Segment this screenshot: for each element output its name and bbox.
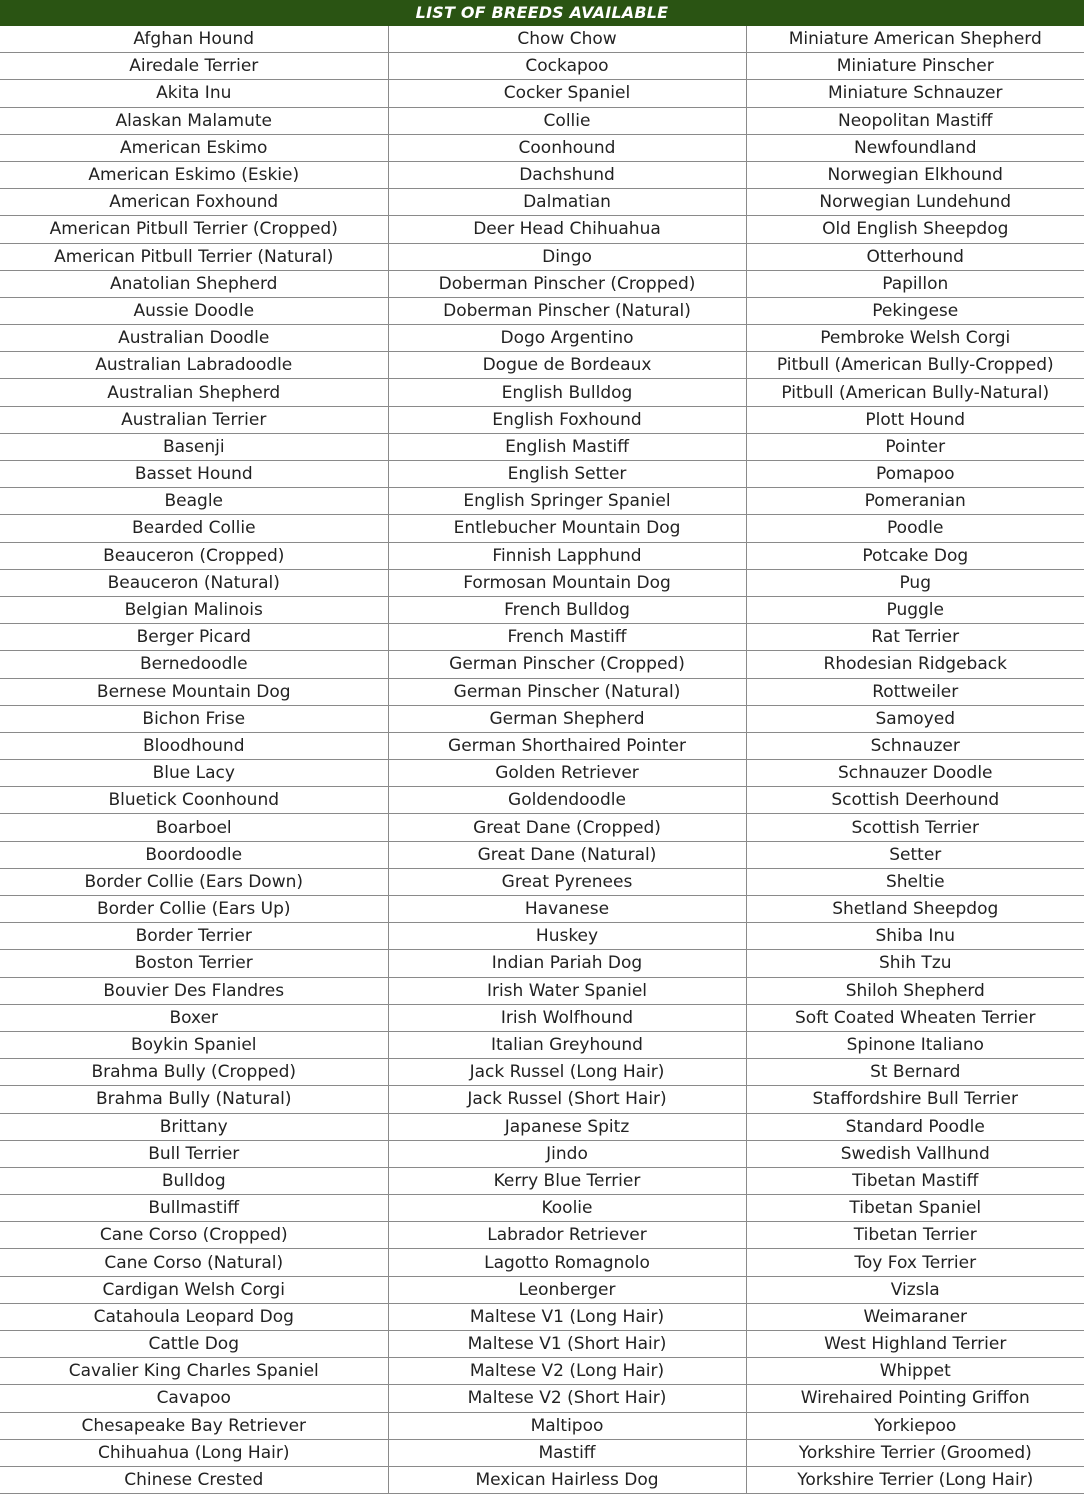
- breed-cell: Rottweiler: [746, 678, 1084, 705]
- breed-cell: Brittany: [0, 1113, 388, 1140]
- breed-cell: English Foxhound: [388, 406, 746, 433]
- breed-cell: Norwegian Elkhound: [746, 161, 1084, 188]
- breed-cell: Mastiff: [388, 1439, 746, 1466]
- breed-cell: Maltese V2 (Long Hair): [388, 1358, 746, 1385]
- breed-cell: Cavalier King Charles Spaniel: [0, 1358, 388, 1385]
- table-row: [0, 569, 1084, 596]
- breed-cell: Norwegian Lundehund: [746, 189, 1084, 216]
- table-row: [0, 841, 1084, 868]
- breed-cell: Old English Sheepdog: [746, 216, 1084, 243]
- breed-cell: Jack Russel (Long Hair): [388, 1059, 746, 1086]
- breed-cell: Staffordshire Bull Terrier: [746, 1086, 1084, 1113]
- breed-cell: Swedish Vallhund: [746, 1140, 1084, 1167]
- page-title: LIST OF BREEDS AVAILABLE: [0, 0, 1084, 26]
- breed-cell: Chesapeake Bay Retriever: [0, 1412, 388, 1439]
- breed-cell: Spinone Italiano: [746, 1031, 1084, 1058]
- table-row: [0, 705, 1084, 732]
- breed-cell: Beauceron (Natural): [0, 569, 388, 596]
- breed-cell: Maltese V1 (Long Hair): [388, 1303, 746, 1330]
- table-row: [0, 787, 1084, 814]
- breed-cell: Mexican Hairless Dog: [388, 1466, 746, 1493]
- breed-cell: Afghan Hound: [0, 26, 388, 53]
- breed-cell: German Shepherd: [388, 705, 746, 732]
- breed-cell: Coonhound: [388, 134, 746, 161]
- breed-cell: Bearded Collie: [0, 515, 388, 542]
- breed-cell: Cane Corso (Natural): [0, 1249, 388, 1276]
- table-row: [0, 107, 1084, 134]
- breed-cell: Bull Terrier: [0, 1140, 388, 1167]
- breed-cell: American Eskimo (Eskie): [0, 161, 388, 188]
- breed-cell: Pitbull (American Bully-Cropped): [746, 352, 1084, 379]
- breed-cell: Anatolian Shepherd: [0, 270, 388, 297]
- breed-cell: Blue Lacy: [0, 760, 388, 787]
- table-row: [0, 732, 1084, 759]
- breed-cell: French Mastiff: [388, 624, 746, 651]
- breed-cell: Pembroke Welsh Corgi: [746, 325, 1084, 352]
- breed-cell: Australian Shepherd: [0, 379, 388, 406]
- breed-cell: Dingo: [388, 243, 746, 270]
- breed-cell: Tibetan Mastiff: [746, 1167, 1084, 1194]
- breed-cell: Australian Labradoodle: [0, 352, 388, 379]
- breed-cell: Maltese V1 (Short Hair): [388, 1331, 746, 1358]
- breed-cell: Toy Fox Terrier: [746, 1249, 1084, 1276]
- table-row: [0, 297, 1084, 324]
- table-row: [0, 1031, 1084, 1058]
- breed-cell: Miniature American Shepherd: [746, 26, 1084, 53]
- table-row: [0, 134, 1084, 161]
- breed-cell: Huskey: [388, 923, 746, 950]
- breed-cell: Wirehaired Pointing Griffon: [746, 1385, 1084, 1412]
- breed-cell: Boarboel: [0, 814, 388, 841]
- breed-cell: Miniature Schnauzer: [746, 80, 1084, 107]
- table-row: [0, 1004, 1084, 1031]
- breed-cell: Pomeranian: [746, 488, 1084, 515]
- breed-cell: Bernedoodle: [0, 651, 388, 678]
- breed-cell: Brahma Bully (Natural): [0, 1086, 388, 1113]
- breed-cell: Cavapoo: [0, 1385, 388, 1412]
- breed-cell: English Springer Spaniel: [388, 488, 746, 515]
- breed-cell: Vizsla: [746, 1276, 1084, 1303]
- breed-cell: Whippet: [746, 1358, 1084, 1385]
- table-row: [0, 216, 1084, 243]
- table-row: [0, 1140, 1084, 1167]
- breed-cell: Otterhound: [746, 243, 1084, 270]
- breed-cell: Rhodesian Ridgeback: [746, 651, 1084, 678]
- breeds-table: [0, 26, 1084, 1494]
- breed-cell: Beagle: [0, 488, 388, 515]
- breed-cell: Irish Wolfhound: [388, 1004, 746, 1031]
- breed-cell: Shiba Inu: [746, 923, 1084, 950]
- table-row: [0, 488, 1084, 515]
- breed-cell: Basenji: [0, 433, 388, 460]
- breed-cell: Jack Russel (Short Hair): [388, 1086, 746, 1113]
- breeds-table-body: [0, 26, 1084, 1494]
- table-row: [0, 1303, 1084, 1330]
- breed-cell: English Bulldog: [388, 379, 746, 406]
- breed-cell: Akita Inu: [0, 80, 388, 107]
- breed-cell: Australian Terrier: [0, 406, 388, 433]
- breed-cell: German Pinscher (Cropped): [388, 651, 746, 678]
- breed-cell: Newfoundland: [746, 134, 1084, 161]
- breed-cell: Alaskan Malamute: [0, 107, 388, 134]
- table-row: [0, 1167, 1084, 1194]
- breed-cell: Neopolitan Mastiff: [746, 107, 1084, 134]
- breed-cell: Miniature Pinscher: [746, 53, 1084, 80]
- breed-cell: Plott Hound: [746, 406, 1084, 433]
- breed-cell: Papillon: [746, 270, 1084, 297]
- breed-cell: Standard Poodle: [746, 1113, 1084, 1140]
- breed-cell: Airedale Terrier: [0, 53, 388, 80]
- table-row: [0, 950, 1084, 977]
- breed-cell: Potcake Dog: [746, 542, 1084, 569]
- breed-cell: Irish Water Spaniel: [388, 977, 746, 1004]
- breed-cell: Finnish Lapphund: [388, 542, 746, 569]
- table-row: [0, 1466, 1084, 1493]
- breed-cell: Doberman Pinscher (Cropped): [388, 270, 746, 297]
- breed-cell: American Eskimo: [0, 134, 388, 161]
- breed-cell: American Foxhound: [0, 189, 388, 216]
- breed-cell: Yorkshire Terrier (Long Hair): [746, 1466, 1084, 1493]
- breed-cell: Great Pyrenees: [388, 868, 746, 895]
- breed-cell: Bullmastiff: [0, 1195, 388, 1222]
- breed-cell: Kerry Blue Terrier: [388, 1167, 746, 1194]
- table-row: [0, 1222, 1084, 1249]
- breed-cell: Shiloh Shepherd: [746, 977, 1084, 1004]
- breed-cell: West Highland Terrier: [746, 1331, 1084, 1358]
- table-row: [0, 270, 1084, 297]
- breed-cell: Berger Picard: [0, 624, 388, 651]
- breed-cell: Border Collie (Ears Up): [0, 896, 388, 923]
- breed-cell: Chow Chow: [388, 26, 746, 53]
- table-row: [0, 80, 1084, 107]
- breed-cell: Rat Terrier: [746, 624, 1084, 651]
- table-row: [0, 406, 1084, 433]
- breed-cell: Koolie: [388, 1195, 746, 1222]
- table-row: [0, 1439, 1084, 1466]
- breed-cell: Samoyed: [746, 705, 1084, 732]
- breed-cell: Tibetan Terrier: [746, 1222, 1084, 1249]
- breed-cell: Jindo: [388, 1140, 746, 1167]
- breed-cell: Yorkshire Terrier (Groomed): [746, 1439, 1084, 1466]
- breed-cell: St Bernard: [746, 1059, 1084, 1086]
- table-row: [0, 379, 1084, 406]
- breed-cell: Havanese: [388, 896, 746, 923]
- table-row: [0, 923, 1084, 950]
- table-row: [0, 1195, 1084, 1222]
- breed-cell: Great Dane (Natural): [388, 841, 746, 868]
- breed-cell: Boston Terrier: [0, 950, 388, 977]
- breed-cell: Indian Pariah Dog: [388, 950, 746, 977]
- breed-cell: Cardigan Welsh Corgi: [0, 1276, 388, 1303]
- table-row: [0, 1385, 1084, 1412]
- breed-cell: English Setter: [388, 461, 746, 488]
- breed-cell: Dalmatian: [388, 189, 746, 216]
- breed-cell: Weimaraner: [746, 1303, 1084, 1330]
- breed-cell: Cane Corso (Cropped): [0, 1222, 388, 1249]
- breed-cell: Pomapoo: [746, 461, 1084, 488]
- table-row: [0, 53, 1084, 80]
- breed-cell: Bulldog: [0, 1167, 388, 1194]
- breed-cell: Shih Tzu: [746, 950, 1084, 977]
- table-row: [0, 624, 1084, 651]
- breed-cell: Belgian Malinois: [0, 596, 388, 623]
- table-row: [0, 515, 1084, 542]
- table-row: [0, 161, 1084, 188]
- breed-cell: Pitbull (American Bully-Natural): [746, 379, 1084, 406]
- breed-cell: Italian Greyhound: [388, 1031, 746, 1058]
- breed-cell: Bluetick Coonhound: [0, 787, 388, 814]
- breed-cell: Scottish Terrier: [746, 814, 1084, 841]
- breed-cell: Boykin Spaniel: [0, 1031, 388, 1058]
- breed-cell: Schnauzer: [746, 732, 1084, 759]
- breed-cell: American Pitbull Terrier (Natural): [0, 243, 388, 270]
- breed-cell: Scottish Deerhound: [746, 787, 1084, 814]
- table-row: [0, 1086, 1084, 1113]
- breed-cell: Deer Head Chihuahua: [388, 216, 746, 243]
- breed-cell: Pekingese: [746, 297, 1084, 324]
- breed-cell: Bichon Frise: [0, 705, 388, 732]
- table-row: [0, 896, 1084, 923]
- breed-cell: Labrador Retriever: [388, 1222, 746, 1249]
- breed-cell: English Mastiff: [388, 433, 746, 460]
- breed-cell: Beauceron (Cropped): [0, 542, 388, 569]
- table-row: [0, 596, 1084, 623]
- breed-cell: Chinese Crested: [0, 1466, 388, 1493]
- table-row: [0, 678, 1084, 705]
- table-row: [0, 189, 1084, 216]
- table-row: [0, 1276, 1084, 1303]
- breed-cell: Goldendoodle: [388, 787, 746, 814]
- breed-cell: Formosan Mountain Dog: [388, 569, 746, 596]
- breed-cell: Cockapoo: [388, 53, 746, 80]
- table-row: [0, 243, 1084, 270]
- table-row: [0, 1249, 1084, 1276]
- breed-cell: Maltipoo: [388, 1412, 746, 1439]
- table-row: [0, 325, 1084, 352]
- breed-cell: Maltese V2 (Short Hair): [388, 1385, 746, 1412]
- table-row: [0, 977, 1084, 1004]
- breed-cell: Tibetan Spaniel: [746, 1195, 1084, 1222]
- table-row: [0, 814, 1084, 841]
- breed-cell: Border Terrier: [0, 923, 388, 950]
- table-row: [0, 760, 1084, 787]
- breed-cell: Cocker Spaniel: [388, 80, 746, 107]
- breed-cell: Golden Retriever: [388, 760, 746, 787]
- table-row: [0, 1412, 1084, 1439]
- breed-cell: Leonberger: [388, 1276, 746, 1303]
- table-row: [0, 433, 1084, 460]
- breed-cell: Chihuahua (Long Hair): [0, 1439, 388, 1466]
- breed-cell: Dachshund: [388, 161, 746, 188]
- breed-cell: Shetland Sheepdog: [746, 896, 1084, 923]
- breed-cell: Entlebucher Mountain Dog: [388, 515, 746, 542]
- table-row: [0, 26, 1084, 53]
- breed-cell: Australian Doodle: [0, 325, 388, 352]
- table-row: [0, 1059, 1084, 1086]
- breed-cell: Setter: [746, 841, 1084, 868]
- breed-cell: Poodle: [746, 515, 1084, 542]
- breed-cell: Doberman Pinscher (Natural): [388, 297, 746, 324]
- breed-cell: French Bulldog: [388, 596, 746, 623]
- breed-cell: Soft Coated Wheaten Terrier: [746, 1004, 1084, 1031]
- table-row: [0, 651, 1084, 678]
- table-row: [0, 461, 1084, 488]
- breed-cell: Schnauzer Doodle: [746, 760, 1084, 787]
- table-row: [0, 1113, 1084, 1140]
- breed-cell: German Shorthaired Pointer: [388, 732, 746, 759]
- breed-cell: Boxer: [0, 1004, 388, 1031]
- breed-cell: Bloodhound: [0, 732, 388, 759]
- breed-cell: Lagotto Romagnolo: [388, 1249, 746, 1276]
- breed-cell: Collie: [388, 107, 746, 134]
- breed-cell: Pug: [746, 569, 1084, 596]
- breed-cell: Sheltie: [746, 868, 1084, 895]
- breed-cell: Border Collie (Ears Down): [0, 868, 388, 895]
- breed-cell: Yorkiepoo: [746, 1412, 1084, 1439]
- table-row: [0, 868, 1084, 895]
- table-row: [0, 352, 1084, 379]
- breed-cell: Bouvier Des Flandres: [0, 977, 388, 1004]
- breed-cell: Boordoodle: [0, 841, 388, 868]
- table-row: [0, 542, 1084, 569]
- breed-cell: Aussie Doodle: [0, 297, 388, 324]
- table-row: [0, 1331, 1084, 1358]
- breed-cell: Cattle Dog: [0, 1331, 388, 1358]
- breed-cell: Basset Hound: [0, 461, 388, 488]
- breed-cell: Japanese Spitz: [388, 1113, 746, 1140]
- breed-cell: Pointer: [746, 433, 1084, 460]
- breed-cell: Dogue de Bordeaux: [388, 352, 746, 379]
- breed-cell: German Pinscher (Natural): [388, 678, 746, 705]
- table-row: [0, 1358, 1084, 1385]
- breed-cell: American Pitbull Terrier (Cropped): [0, 216, 388, 243]
- breed-cell: Dogo Argentino: [388, 325, 746, 352]
- breed-cell: Puggle: [746, 596, 1084, 623]
- breed-cell: Bernese Mountain Dog: [0, 678, 388, 705]
- breed-cell: Great Dane (Cropped): [388, 814, 746, 841]
- breed-cell: Catahoula Leopard Dog: [0, 1303, 388, 1330]
- breed-cell: Brahma Bully (Cropped): [0, 1059, 388, 1086]
